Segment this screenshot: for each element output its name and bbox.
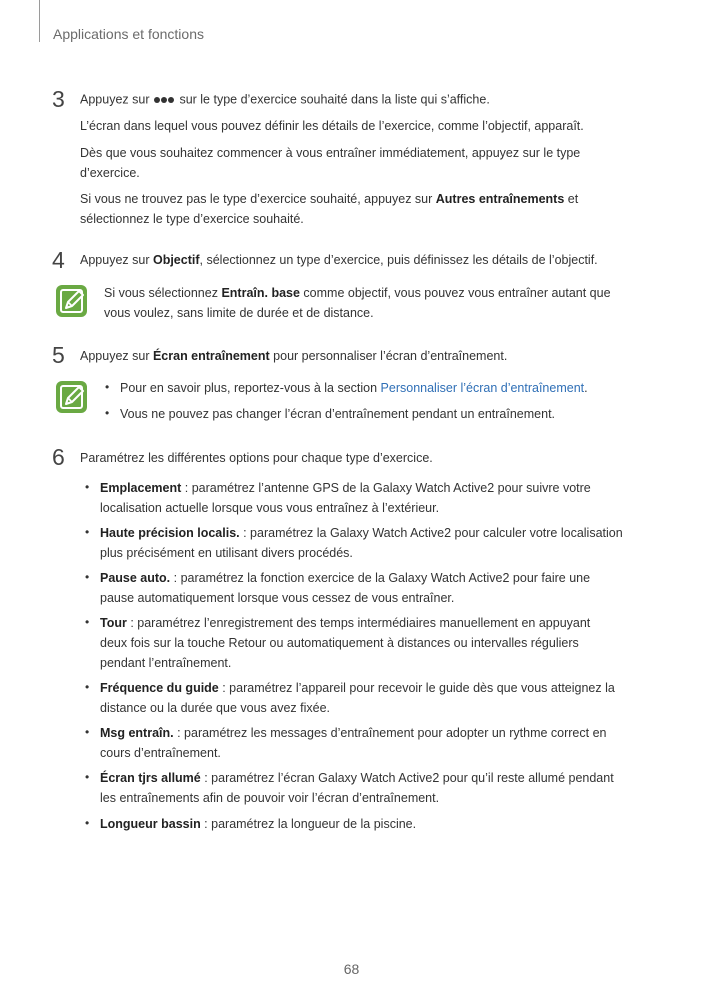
step3-line4b: sélectionnez le type d’exercice souhaité. (80, 212, 304, 226)
option-desc: : paramétrez l’écran Galaxy Watch Active2 pour qu’il reste allumé pendant (200, 771, 614, 785)
step3-line1-pre: Appuyez sur (80, 92, 153, 107)
option-name: Pause auto. (100, 571, 171, 585)
step3-line4a-bold: Autres entraînements (435, 192, 565, 206)
option-name: Msg entraîn. (100, 726, 174, 740)
step5-pre: Appuyez sur (80, 349, 153, 363)
list-item (100, 568, 590, 588)
step4-note-bold: Entraîn. base (221, 286, 300, 300)
list-item-cont: localisation actuelle lorsque vous vous entraînez à l’extérieur. (100, 501, 440, 515)
step5-note2: Vous ne pouvez pas changer l’écran d’entraînement pendant un entraînement. (120, 407, 556, 421)
option-name: Emplacement (100, 481, 182, 495)
step3-line3a: Dès que vous souhaitez commencer à vous entraîner immédiatement, appuyez sur le type (80, 146, 581, 160)
option-desc: : paramétrez la longueur de la piscine. (200, 817, 417, 831)
step-number-4: 4 (52, 247, 65, 273)
option-name: Tour (100, 616, 127, 630)
step3-line2: L’écran dans lequel vous pouvez définir les détails de l’exercice, comme l’objectif, apparaît. (80, 119, 584, 133)
bullet: • (85, 680, 90, 694)
list-item-cont: les entraînements afin de pouvoir voir l’écran d’entraînement. (100, 791, 440, 805)
step5-post: pour personnaliser l’écran d’entraînement. (269, 349, 508, 363)
option-desc: : paramétrez la Galaxy Watch Active2 pour calculer votre localisation (239, 526, 623, 540)
option-desc: : paramétrez l’antenne GPS de la Galaxy Watch Active2 pour suivre votre (181, 481, 591, 495)
step5-note1-post: . (584, 381, 588, 395)
option-desc: : paramétrez l’enregistrement des temps intermédiaires manuellement en appuyant (126, 616, 591, 630)
bullet: • (85, 570, 90, 584)
step5-line (80, 346, 507, 366)
step4-bold: Objectif (152, 253, 200, 267)
bullet: • (85, 480, 90, 494)
list-item-cont: pendant l’entraînement. (100, 656, 232, 670)
bullet: • (85, 525, 90, 539)
note-pencil-icon (55, 284, 88, 318)
list-item-cont: distance ou la durée que vous avez fixée. (100, 701, 331, 715)
list-item (100, 814, 416, 834)
personnaliser-ecran-link[interactable]: Personnaliser l’écran d’entraînement (380, 381, 585, 395)
step3-line3b: d’exercice. (80, 166, 140, 180)
step-number-6: 6 (52, 444, 65, 470)
step5-bold: Écran entraînement (152, 349, 270, 363)
bullet: • (85, 770, 90, 784)
three-dots-icon (154, 89, 175, 109)
page-number: 68 (343, 961, 360, 977)
step3-line1 (80, 89, 490, 111)
list-item-cont: deux fois sur la touche Retour ou automatiquement à distances ou intervalles réguliers (100, 636, 579, 650)
bullet: • (105, 380, 110, 394)
step4-note-line-b: vous voulez, sans limite de durée et de distance. (104, 306, 374, 320)
list-item-cont: plus précisément en utilisant divers procédés. (100, 546, 353, 560)
option-name: Écran tjrs allumé (100, 771, 201, 785)
option-desc: : paramétrez l’appareil pour recevoir le guide dès que vous atteignez la (218, 681, 615, 695)
note-pencil-icon (55, 380, 88, 414)
list-item (100, 768, 614, 788)
bullet: • (85, 615, 90, 629)
list-item (100, 678, 615, 698)
list-item (100, 478, 591, 498)
list-item (100, 613, 590, 633)
list-item (100, 523, 623, 543)
bullet: • (85, 725, 90, 739)
header-rule (39, 0, 40, 42)
step4-post: , sélectionnez un type d’exercice, puis définissez les détails de l’objectif. (199, 253, 598, 267)
option-desc: : paramétrez les messages d’entraînement pour adopter un rythme correct en (173, 726, 607, 740)
step3-line4a-post: et (564, 192, 579, 206)
option-name: Haute précision localis. (100, 526, 240, 540)
bullet: • (85, 816, 90, 830)
step4-note-line-a (104, 283, 611, 303)
option-name: Fréquence du guide (100, 681, 219, 695)
step5-note1 (120, 378, 588, 398)
step4-line (80, 250, 598, 270)
step4-pre: Appuyez sur (80, 253, 153, 267)
step-number-3: 3 (52, 86, 65, 112)
list-item (100, 723, 606, 743)
list-item-cont: pause automatiquement lorsque vous cessez de vous entraîner. (100, 591, 455, 605)
step4-note-post: comme objectif, vous pouvez vous entraîner autant que (299, 286, 611, 300)
step6-intro: Paramétrez les différentes options pour chaque type d’exercice. (80, 451, 433, 465)
section-title: Applications et fonctions (53, 26, 204, 42)
step3-line1-post: sur le type d’exercice souhaité dans la liste qui s’affiche. (175, 92, 490, 107)
step3-line4a-pre: Si vous ne trouvez pas le type d’exercice souhaité, appuyez sur (80, 192, 436, 206)
option-desc: : paramétrez la fonction exercice de la Galaxy Watch Active2 pour faire une (170, 571, 591, 585)
step4-note-pre: Si vous sélectionnez (104, 286, 222, 300)
bullet: • (105, 406, 110, 420)
list-item-cont: cours d’entraînement. (100, 746, 221, 760)
step5-note1-pre: Pour en savoir plus, reportez-vous à la section (120, 381, 381, 395)
step-number-5: 5 (52, 342, 65, 368)
step3-line4a (80, 189, 578, 209)
option-name: Longueur bassin (100, 817, 201, 831)
